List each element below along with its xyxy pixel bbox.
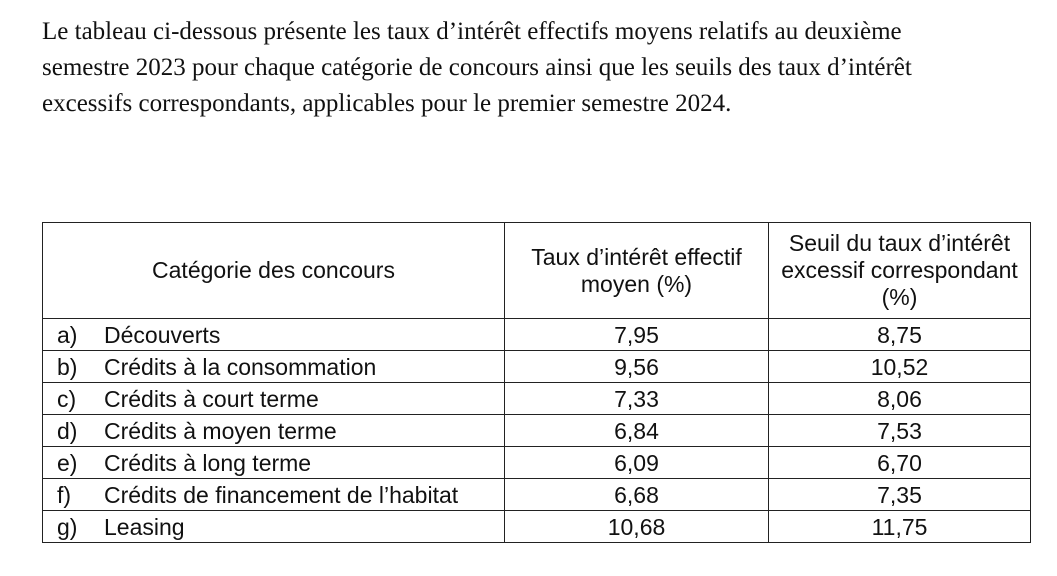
row-category-cell — [43, 383, 505, 415]
row-threshold: 7,53 — [769, 415, 1031, 447]
intro-paragraph: Le tableau ci-dessous présente les taux d’intérêt effectifs moyens relatifs au deuxième semestre 2023 pour chaque catégorie de concours ainsi que les seuils des taux d’intérêt excessifs correspondants, applicables pour le premier semestre 2024. — [42, 18, 912, 117]
row-avg-rate: 7,95 — [505, 319, 769, 351]
row-letter: a) — [57, 321, 78, 348]
row-category: Crédits de financement de l’habitat — [104, 481, 459, 508]
intro-text — [42, 14, 982, 122]
header-threshold: Seuil du taux d’intérêt excessif correspondant (%) — [769, 223, 1031, 319]
table-header-row — [43, 223, 1031, 319]
row-avg-rate: 7,33 — [505, 383, 769, 415]
row-letter: g) — [57, 513, 78, 540]
row-category-cell — [43, 351, 505, 383]
row-avg-rate: 9,56 — [505, 351, 769, 383]
row-threshold: 8,75 — [769, 319, 1031, 351]
row-threshold: 6,70 — [769, 447, 1031, 479]
row-category-cell — [43, 415, 505, 447]
rates-table-container — [42, 222, 1030, 543]
row-avg-rate: 6,68 — [505, 479, 769, 511]
row-category: Découverts — [104, 321, 221, 348]
row-category-cell — [43, 447, 505, 479]
table-row — [43, 383, 1031, 415]
row-threshold: 8,06 — [769, 383, 1031, 415]
row-avg-rate: 6,09 — [505, 447, 769, 479]
row-category: Crédits à court terme — [104, 385, 319, 412]
table-row — [43, 319, 1031, 351]
row-category-cell — [43, 511, 505, 543]
row-category-cell — [43, 319, 505, 351]
table-row — [43, 351, 1031, 383]
interest-rates-table — [42, 222, 1031, 543]
row-threshold: 10,52 — [769, 351, 1031, 383]
row-threshold: 7,35 — [769, 479, 1031, 511]
row-letter: f) — [57, 481, 72, 508]
row-letter: b) — [57, 353, 78, 380]
row-category-cell — [43, 479, 505, 511]
row-avg-rate: 10,68 — [505, 511, 769, 543]
row-category: Crédits à la consommation — [104, 353, 377, 380]
table-row — [43, 447, 1031, 479]
table-row — [43, 511, 1031, 543]
row-category: Crédits à long terme — [104, 449, 312, 476]
table-row — [43, 415, 1031, 447]
header-avg-rate: Taux d’intérêt effectif moyen (%) — [505, 223, 769, 319]
row-category: Leasing — [104, 513, 185, 540]
row-category: Crédits à moyen terme — [104, 417, 337, 444]
row-threshold: 11,75 — [769, 511, 1031, 543]
row-letter: d) — [57, 417, 78, 444]
header-category: Catégorie des concours — [43, 223, 505, 319]
row-avg-rate: 6,84 — [505, 415, 769, 447]
row-letter: e) — [57, 449, 78, 476]
row-letter: c) — [57, 385, 77, 412]
table-row — [43, 479, 1031, 511]
